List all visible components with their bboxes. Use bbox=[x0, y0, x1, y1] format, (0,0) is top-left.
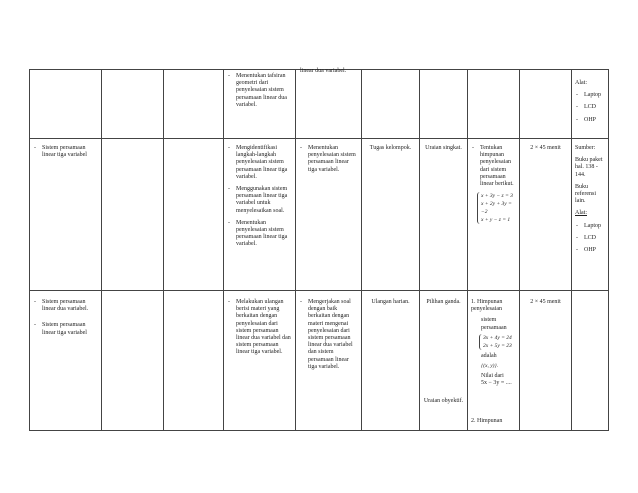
alat-label: Alat: bbox=[575, 80, 587, 86]
cell-instrumen bbox=[468, 291, 520, 431]
cell-indikator bbox=[224, 291, 296, 431]
question-text: sistem persamaan bbox=[481, 317, 507, 331]
cell-waktu bbox=[520, 139, 572, 291]
alat-item: - LCD bbox=[575, 104, 605, 111]
table-row bbox=[30, 70, 609, 139]
question-text: Nilai dari bbox=[481, 373, 504, 380]
equation: 3x + 4y = 24 bbox=[483, 334, 512, 341]
question-text: Himpunan penyelesaian bbox=[471, 299, 503, 313]
cell-empty bbox=[102, 139, 164, 291]
cell-materi bbox=[30, 139, 102, 291]
cell-kegiatan bbox=[296, 139, 362, 291]
cell-waktu bbox=[520, 291, 572, 431]
cell-bentuk bbox=[420, 139, 468, 291]
cell-sumber bbox=[572, 291, 609, 431]
cell-jenis bbox=[362, 291, 420, 431]
cell-bentuk bbox=[420, 291, 468, 431]
cell-indikator bbox=[224, 139, 296, 291]
cell-materi bbox=[30, 291, 102, 431]
question-number: 1. bbox=[471, 299, 477, 305]
cell-empty bbox=[468, 70, 520, 139]
bentuk-text: Pilihan ganda. bbox=[426, 299, 461, 305]
waktu-text: 2 × 45 menit bbox=[530, 299, 561, 305]
cell-empty bbox=[102, 291, 164, 431]
materi-item: - Sistem persamaan linear dua variabel. bbox=[33, 299, 98, 313]
cell-empty bbox=[164, 139, 224, 291]
cell-empty bbox=[362, 70, 420, 139]
cell-sumber bbox=[572, 70, 609, 139]
bentuk-text: Uraian singkat. bbox=[425, 145, 462, 151]
syllabus-table bbox=[29, 69, 609, 431]
alat-item: - Laptop bbox=[575, 223, 605, 230]
jenis-text: Tugas kelompok. bbox=[369, 145, 412, 151]
continued-text: linear dua variabel. bbox=[300, 68, 347, 74]
alat-label: Alat: bbox=[575, 210, 587, 217]
alat-item: - Laptop bbox=[575, 92, 605, 99]
question-text: Himpunan bbox=[477, 417, 503, 424]
cell-indikator bbox=[224, 70, 296, 139]
bentuk-text: Uraian obyektif. bbox=[423, 397, 464, 404]
indicator-item: - Menentukan penyelesaian sistem persamaan linear tiga variabel. bbox=[227, 220, 292, 249]
equation: x + 3y − z = 3 bbox=[481, 193, 513, 200]
cell-empty bbox=[164, 291, 224, 431]
cell-kegiatan bbox=[296, 291, 362, 431]
cell-sumber bbox=[572, 139, 609, 291]
equation: x + y − z = 1 bbox=[481, 217, 511, 224]
cell-instrumen bbox=[468, 139, 520, 291]
alat-item: - OHP bbox=[575, 117, 605, 124]
sumber-text: Buku paket hal. 138 - 144. bbox=[575, 157, 603, 178]
indicator-item: - Menentukan tafsiran geometri dari penyelesaian sistem persamaan linear dua variabel. bbox=[227, 73, 292, 109]
equation-system bbox=[479, 334, 512, 350]
cell-materi bbox=[30, 70, 102, 139]
kegiatan-item: - Mengerjakan soal dengan baik berkaitan dengan materi mengenai penyelesaian dari sistem persamaan linear dua variabel dan sistem persamaan linear tiga variabel. bbox=[299, 299, 358, 371]
jenis-text: Ulangan harian. bbox=[371, 299, 410, 305]
question-1 bbox=[471, 299, 516, 313]
table-row bbox=[30, 139, 609, 291]
equation-system bbox=[477, 192, 516, 224]
cell-empty bbox=[520, 70, 572, 139]
cell-empty bbox=[164, 70, 224, 139]
cell-empty bbox=[102, 70, 164, 139]
equation: x + 2y + 3y = −2 bbox=[481, 201, 512, 216]
question-expression: 5x − 3y = .... bbox=[481, 380, 512, 387]
table-row bbox=[30, 291, 609, 431]
materi-item: - Sistem persamaan linear tiga variabel bbox=[33, 322, 98, 336]
waktu-text: 2 × 45 menit bbox=[530, 145, 561, 151]
buku-referensi: Buku referensi lain. bbox=[575, 183, 596, 205]
indicator-item: - Menggunakan sistem persamaan linear tiga variabel untuk menyelesaikan soal. bbox=[227, 186, 292, 215]
cell-kegiatan bbox=[296, 70, 362, 139]
cell-empty bbox=[420, 70, 468, 139]
sumber-label: Sumber: bbox=[575, 145, 596, 151]
cell-jenis bbox=[362, 139, 420, 291]
equation: 2x + 5y = 23 bbox=[483, 342, 512, 349]
alat-item: - LCD bbox=[575, 235, 605, 242]
alat-item: - OHP bbox=[575, 247, 605, 254]
question-number: 2. bbox=[471, 417, 477, 424]
instrumen-item: - Tentukan himpunan penyelesaian dari sistem persamaan linear berikut. bbox=[471, 145, 516, 188]
question-2 bbox=[471, 418, 502, 425]
solution-set: {(x, y)}. bbox=[481, 363, 499, 370]
indicator-item: - Mengidentifikasi langkah-langkah penyelesaian sistem persamaan linear tiga variabel. bbox=[227, 145, 292, 181]
kegiatan-item: - Menentukan penyelesaian sistem persamaan linear tiga variabel. bbox=[299, 145, 358, 174]
materi-item: - Sistem persamaan linear tiga variabel bbox=[33, 145, 98, 159]
question-text: adalah bbox=[481, 352, 497, 359]
indicator-item: - Melakukan ulangan berisi materi yang berkaitan dengan penyelesaian dari sistem persamaan linear dua variabel dan sistem persamaan linear tiga variabel. bbox=[227, 299, 292, 357]
